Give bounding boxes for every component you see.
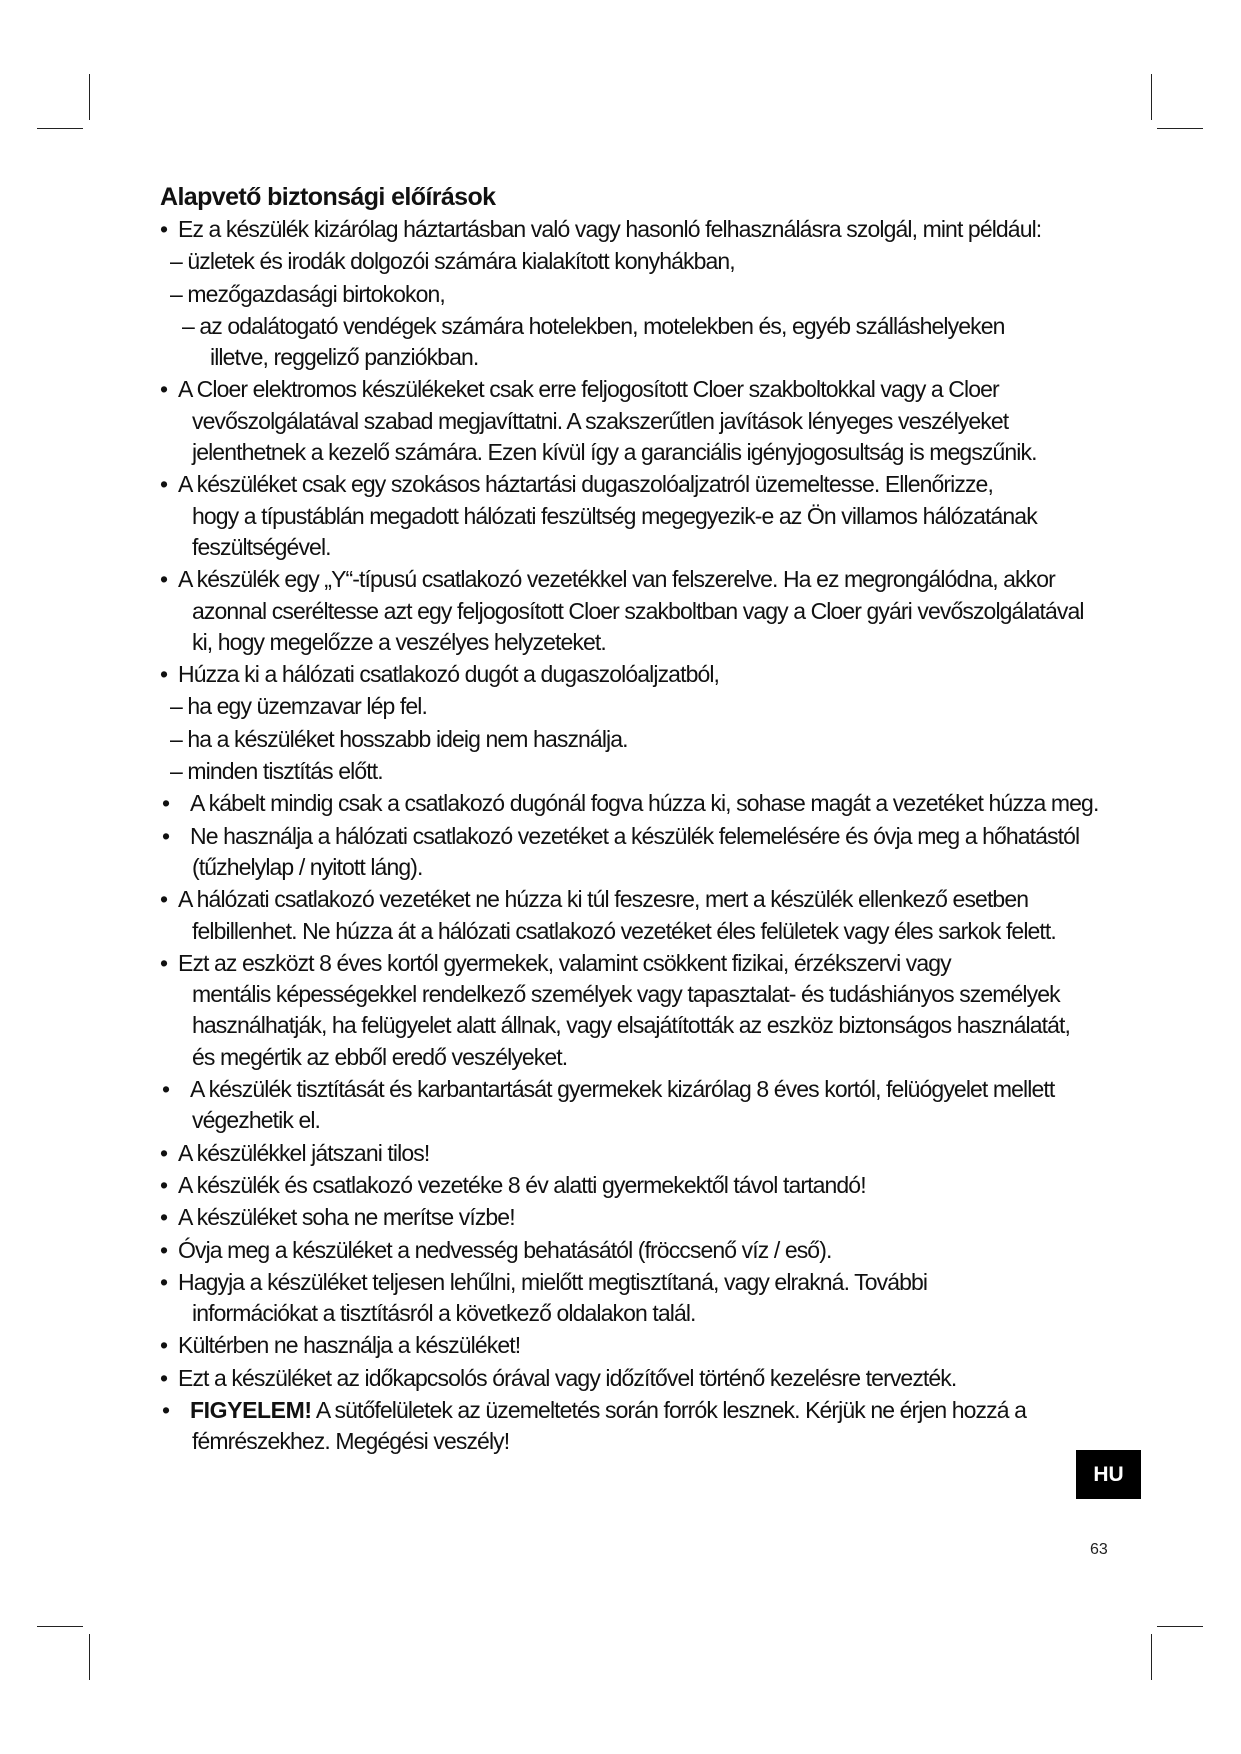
- crop-mark-top-right-vertical: [1151, 74, 1152, 120]
- item-line-continuation: végezhetik el.: [192, 1107, 321, 1134]
- item-line: – mezőgazdasági birtokokon,: [170, 280, 445, 307]
- dash-subitem: [160, 311, 1104, 374]
- bullet-item: [160, 1330, 1104, 1361]
- bullet-item: [160, 884, 1104, 947]
- item-line-continuation: (tűzhelylap / nyitott láng).: [192, 853, 423, 880]
- dash-subitem: [160, 279, 1104, 310]
- bullet-item: [160, 1202, 1104, 1233]
- item-line: Hagyja a készüléket teljesen lehűlni, mielőtt megtisztítaná, vagy elrakná. További: [178, 1268, 928, 1295]
- bullet-item: [160, 948, 1104, 1073]
- item-line-continuation: információkat a tisztításról a következő oldalakon talál.: [192, 1300, 696, 1327]
- warning-item: [160, 1395, 1104, 1458]
- item-line: – minden tisztítás előtt.: [170, 758, 383, 785]
- item-line-continuation: azonnal cseréltesse azt egy feljogosított Cloer szakboltban vagy a Cloer gyári vevőszolgálatával: [192, 597, 1084, 624]
- crop-mark-bottom-right-horizontal: [1157, 1626, 1203, 1627]
- crop-mark-top-right-horizontal: [1157, 128, 1203, 129]
- item-line: Ne használja a hálózati csatlakozó vezetéket a készülék felemelésére és óvja meg a hőhatástól: [190, 822, 1080, 849]
- crop-mark-bottom-left-horizontal: [37, 1626, 83, 1627]
- bullet-item: [160, 659, 1104, 690]
- item-line-continuation: vevőszolgálatával szabad megjavíttatni. A szakszerűtlen javítások lényeges veszélyeket: [192, 407, 1009, 434]
- dash-subitem: [160, 246, 1104, 277]
- warning-line: [160, 1395, 1104, 1426]
- item-line: Ezt a készüléket az időkapcsolós órával vagy időzítővel történő kezelésre tervezték.: [178, 1364, 957, 1391]
- bullet-icon: •: [160, 1268, 168, 1295]
- bullet-item: [160, 1170, 1104, 1201]
- bullet-item: [160, 1138, 1104, 1169]
- item-line: – ha egy üzemzavar lép fel.: [170, 693, 427, 720]
- item-line: A készülékkel játszani tilos!: [178, 1139, 430, 1166]
- bullet-item: [160, 564, 1104, 658]
- item-line-continuation: jelenthetnek a kezelő számára. Ezen kívül így a garanciális igényjogosultság is megszűnik.: [192, 439, 1037, 466]
- item-line: – ha a készüléket hosszabb ideig nem használja.: [170, 725, 628, 752]
- bullet-icon: •: [160, 1236, 168, 1263]
- bullet-icon: •: [160, 661, 168, 688]
- bullet-icon: •: [160, 1332, 168, 1359]
- bullet-icon: •: [160, 1171, 168, 1198]
- item-line-continuation: felbillenhet. Ne húzza át a hálózati csatlakozó vezetéket éles felületek vagy éles sarkok felett.: [192, 917, 1056, 944]
- bullet-item: [160, 821, 1104, 884]
- bullet-item: [160, 214, 1104, 245]
- item-line: A készüléket soha ne merítse vízbe!: [178, 1204, 515, 1231]
- item-line: A készülék és csatlakozó vezetéke 8 év alatti gyermekektől távol tartandó!: [178, 1171, 866, 1198]
- bullet-icon: •: [162, 822, 170, 849]
- crop-mark-top-left-horizontal: [37, 128, 83, 129]
- item-line: A készüléket csak egy szokásos háztartási dugaszolóaljzatról üzemeltesse. Ellenőrizze,: [178, 471, 993, 498]
- bullet-icon: •: [160, 1139, 168, 1166]
- bullet-icon: •: [162, 1396, 171, 1423]
- warning-label: FIGYELEM!: [190, 1396, 312, 1423]
- item-line-continuation: mentális képességekkel rendelkező személyek vagy tapasztalat- és tudáshiányos személyek: [192, 981, 1060, 1008]
- bullet-item: [160, 374, 1104, 468]
- bullet-icon: •: [160, 949, 168, 976]
- section-heading: Alapvető biztonsági előírások: [160, 183, 496, 211]
- dash-subitem: [160, 724, 1104, 755]
- item-line: A készülék egy „Y“-típusú csatlakozó vezetékkel van felszerelve. Ha ez megrongálódna, akkor: [178, 566, 1055, 593]
- bullet-icon: •: [160, 886, 168, 913]
- bullet-icon: •: [160, 566, 168, 593]
- item-line: – üzletek és irodák dolgozói számára kialakított konyhákban,: [170, 248, 735, 275]
- dash-subitem: [160, 691, 1104, 722]
- bullet-icon: •: [160, 471, 168, 498]
- crop-mark-bottom-left-vertical: [89, 1634, 90, 1680]
- item-line: A Cloer elektromos készülékeket csak erre feljogosított Cloer szakboltokkal vagy a Cloer: [178, 376, 999, 403]
- bullet-item: [160, 1074, 1104, 1137]
- item-line: Ezt az eszközt 8 éves kortól gyermekek, valamint csökkent fizikai, érzékszervi vagy: [178, 949, 951, 976]
- bullet-icon: •: [160, 1364, 168, 1391]
- item-line: Óvja meg a készüléket a nedvesség behatásától (fröccsenő víz / eső).: [178, 1236, 832, 1263]
- warning-text: A sütőfelületek az üzemeltetés során forrók lesznek. Kérjük ne érjen hozzá a: [311, 1396, 1027, 1423]
- crop-mark-bottom-right-vertical: [1151, 1634, 1152, 1680]
- item-line: Húzza ki a hálózati csatlakozó dugót a dugaszolóaljzatból,: [178, 661, 720, 688]
- item-line: Kültérben ne használja a készüléket!: [178, 1332, 521, 1359]
- warning-line-continuation: fémrészekhez. Megégési veszély!: [192, 1428, 510, 1455]
- item-line-continuation: ki, hogy megelőzze a veszélyes helyzeteket.: [192, 628, 606, 655]
- bullet-icon: •: [160, 376, 168, 403]
- bullet-item: [160, 1363, 1104, 1394]
- crop-mark-top-left-vertical: [89, 74, 90, 120]
- language-badge: HU: [1076, 1450, 1141, 1499]
- bullet-icon: •: [160, 216, 168, 242]
- item-line: A hálózati csatlakozó vezetéket ne húzza ki túl feszesre, mert a készülék ellenkező esetben: [178, 886, 1029, 913]
- item-line: Ez a készülék kizárólag háztartásban való vagy hasonló felhasználásra szolgál, mint például:: [178, 216, 1042, 242]
- dash-subitem: [160, 756, 1104, 787]
- safety-instructions-list: [160, 214, 1104, 1394]
- item-line: A készülék tisztítását és karbantartását gyermekek kizárólag 8 éves kortól, felüógyelet mellett: [190, 1076, 1055, 1103]
- bullet-item: [160, 469, 1104, 563]
- item-line-continuation: hogy a típustáblán megadott hálózati feszültség megegyezik-e az Ön villamos hálózatának: [192, 502, 1037, 529]
- item-line-continuation: és megértik az ebből eredő veszélyeket.: [192, 1043, 568, 1070]
- bullet-icon: •: [162, 1076, 170, 1103]
- safety-instructions-section: [160, 182, 1104, 1458]
- bullet-icon: •: [162, 790, 170, 817]
- bullet-item: [160, 1235, 1104, 1266]
- item-line: A kábelt mindig csak a csatlakozó dugónál fogva húzza ki, sohase magát a vezetéket húzza meg.: [190, 790, 1099, 817]
- page-number: 63: [1090, 1541, 1108, 1558]
- item-line: – az odalátogató vendégek számára hotelekben, motelekben és, egyéb szálláshelyeken: [182, 312, 1005, 339]
- item-line-continuation: használhatják, ha felügyelet alatt állnak, vagy elsajátították az eszköz biztonságos használatát,: [192, 1012, 1071, 1039]
- item-line-continuation: illetve, reggeliző panziókban.: [210, 344, 479, 371]
- bullet-item: [160, 788, 1104, 819]
- bullet-icon: •: [160, 1204, 168, 1231]
- item-line-continuation: feszültségével.: [192, 533, 331, 560]
- bullet-item: [160, 1267, 1104, 1330]
